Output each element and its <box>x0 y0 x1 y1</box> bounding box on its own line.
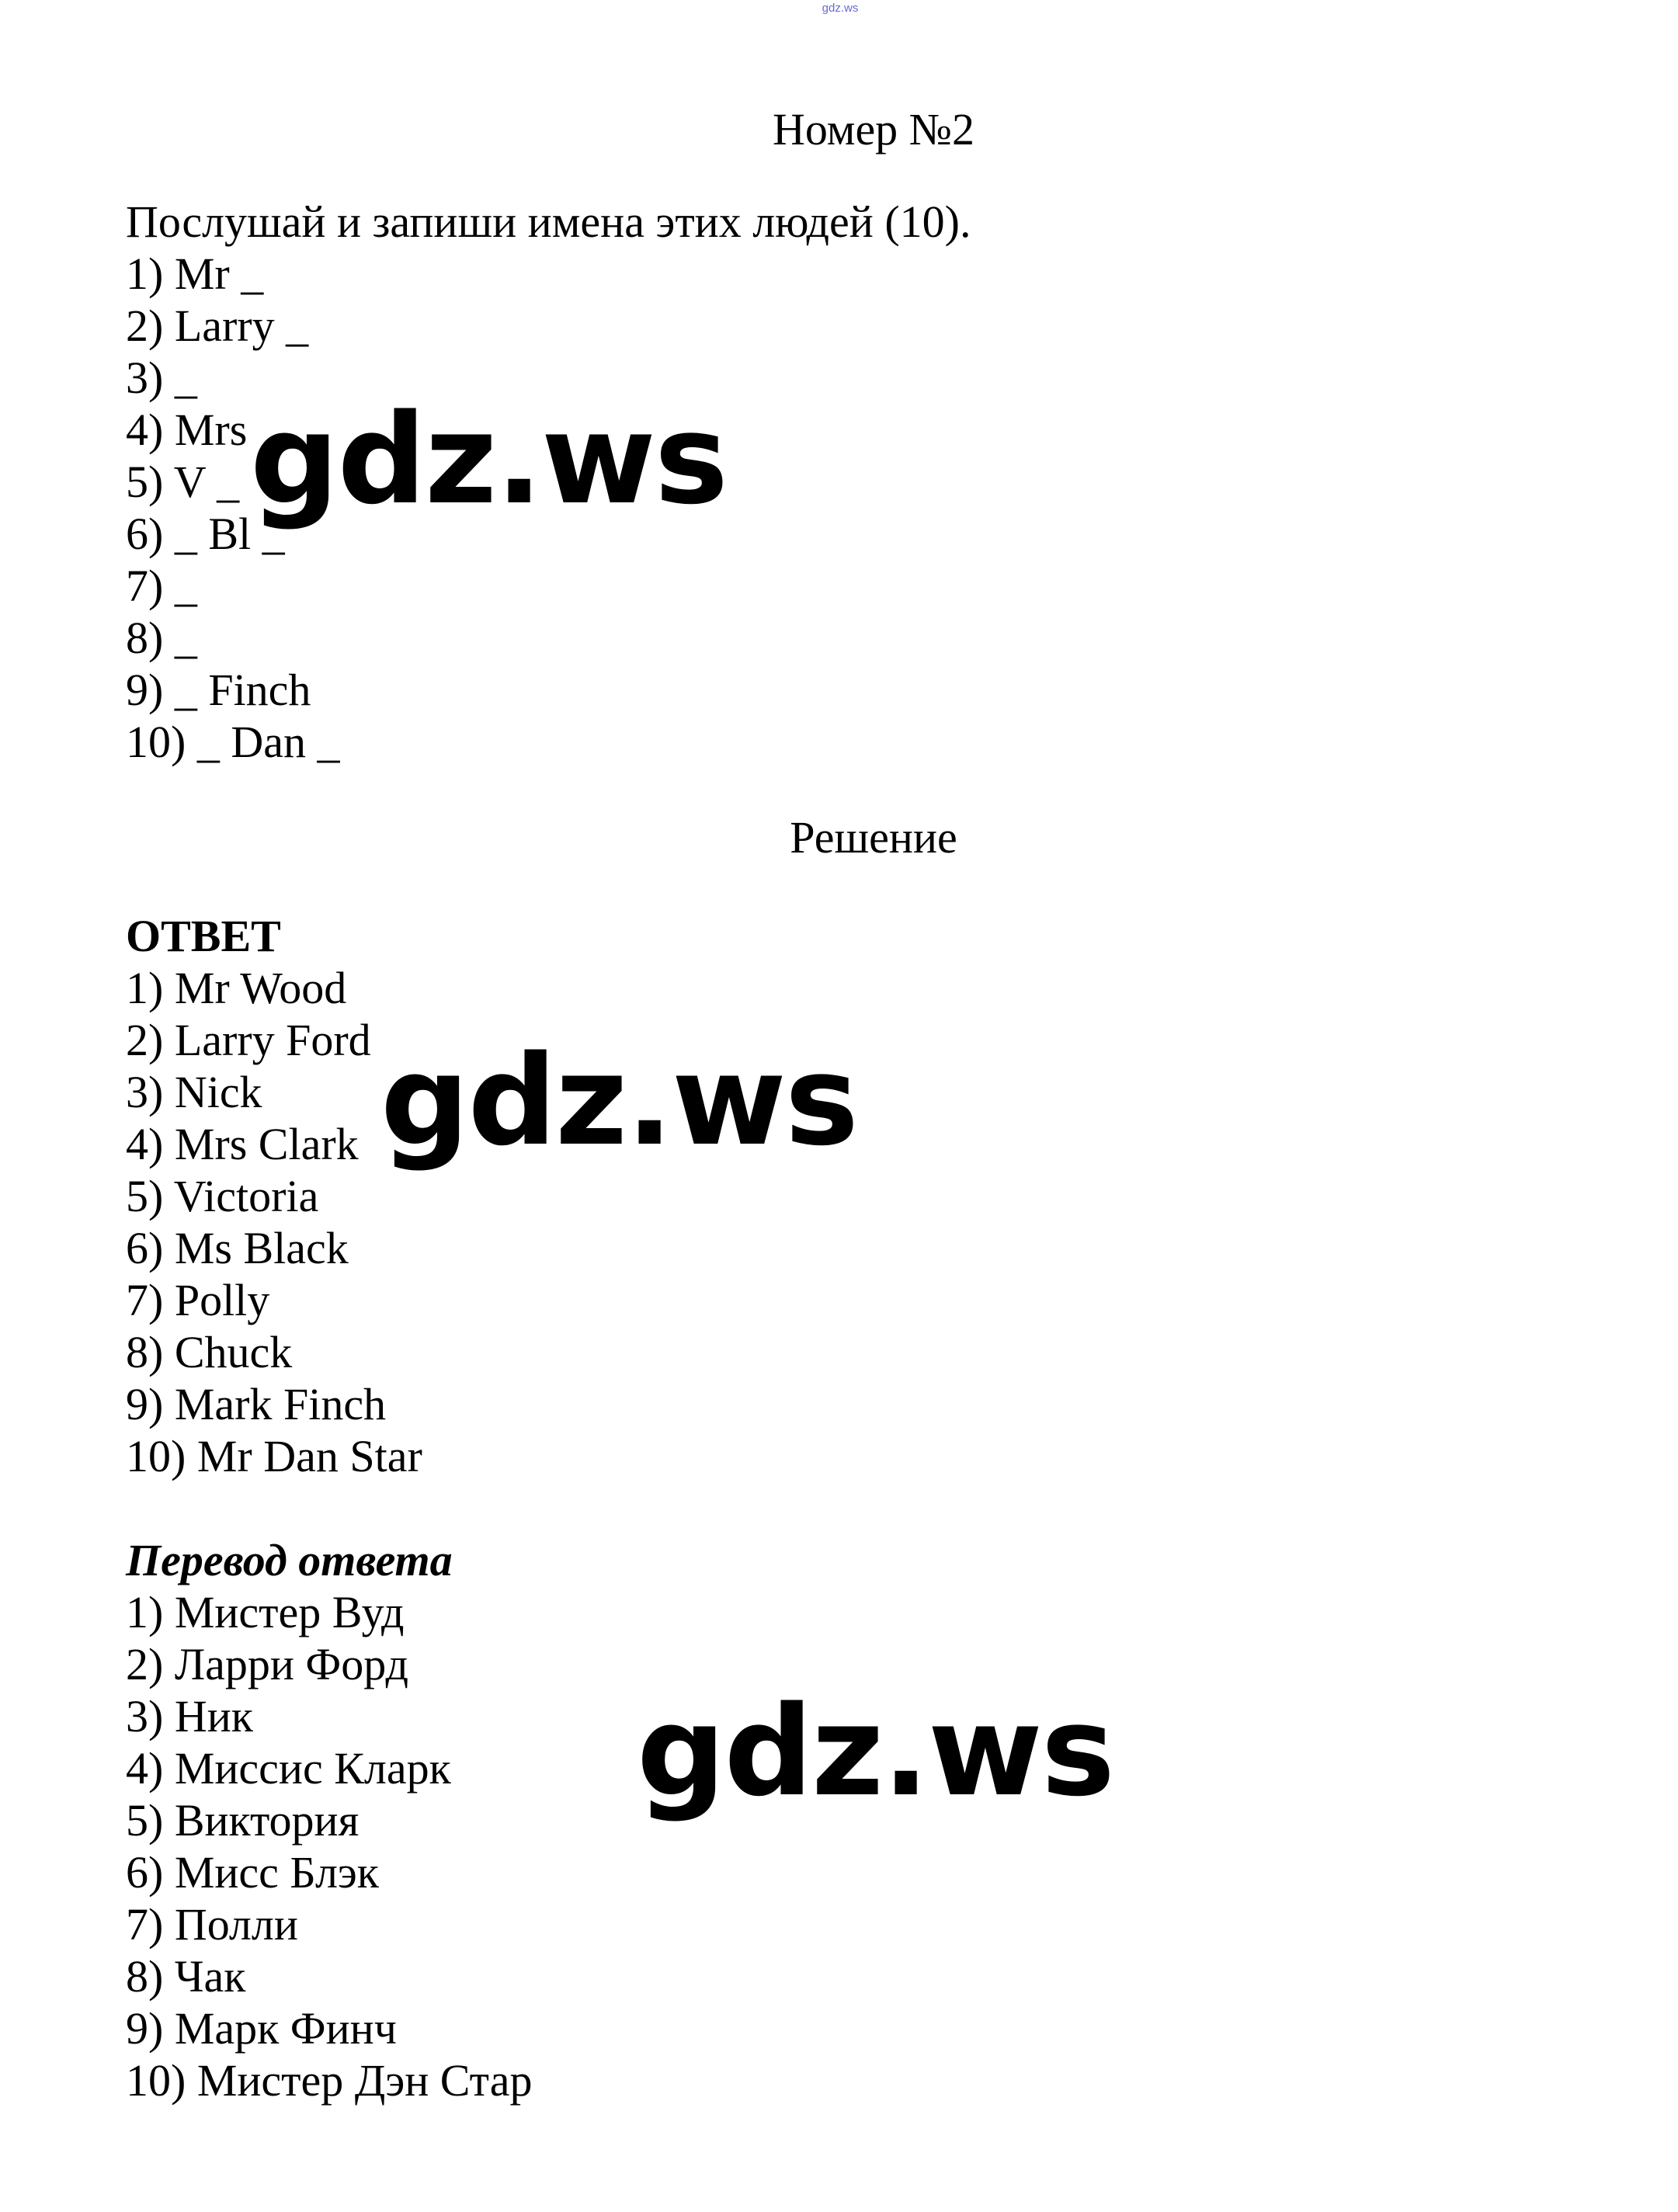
answer-item: 4) Mrs Clark <box>126 1119 359 1169</box>
translation-item: 6) Мисс Блэк <box>126 1847 379 1898</box>
task-item: 3) _ <box>126 352 197 403</box>
page-title: Номер №2 <box>772 104 975 155</box>
task-instruction: Послушай и запиши имена этих людей (10). <box>126 196 971 247</box>
translation-item: 5) Виктория <box>126 1795 360 1846</box>
answer-heading: ОТВЕТ <box>126 911 281 961</box>
translation-item: 2) Ларри Форд <box>126 1639 409 1689</box>
translation-item: 7) Полли <box>126 1899 298 1950</box>
top-watermark: gdz.ws <box>822 2 859 15</box>
answer-item: 10) Mr Dan Star <box>126 1431 422 1481</box>
answer-item: 8) Chuck <box>126 1327 293 1377</box>
task-item: 8) _ <box>126 613 197 663</box>
task-item: 5) V _ <box>126 457 240 507</box>
translation-item: 3) Ник <box>126 1691 253 1741</box>
watermark-logo: gdz.ws <box>250 387 728 532</box>
translation-item: 8) Чак <box>126 1951 246 2002</box>
answer-section <box>126 910 422 1482</box>
translation-heading: Перевод ответа <box>126 1535 453 1585</box>
watermark-logo: gdz.ws <box>380 1028 858 1173</box>
translation-section <box>126 1534 532 2106</box>
answer-item: 3) Nick <box>126 1067 262 1117</box>
task-item: 1) Mr _ <box>126 248 264 299</box>
answer-item: 6) Ms Black <box>126 1223 349 1273</box>
task-item: 7) _ <box>126 561 197 611</box>
task-item: 4) Mrs <box>126 405 248 455</box>
task-item: 9) _ Finch <box>126 665 311 715</box>
task-item: 6) _ Bl _ <box>126 509 285 559</box>
answer-item: 7) Polly <box>126 1275 270 1325</box>
translation-item: 10) Мистер Дэн Стар <box>126 2055 533 2106</box>
task-item: 2) Larry _ <box>126 300 309 351</box>
translation-item: 4) Миссис Кларк <box>126 1743 451 1794</box>
answer-item: 1) Mr Wood <box>126 963 347 1013</box>
solution-title: Решение <box>790 812 957 863</box>
answer-item: 9) Mark Finch <box>126 1379 387 1429</box>
watermark-logo: gdz.ws <box>637 1679 1114 1824</box>
task-item: 10) _ Dan _ <box>126 717 340 767</box>
translation-item: 9) Марк Финч <box>126 2003 397 2054</box>
answer-item: 2) Larry Ford <box>126 1015 371 1065</box>
answer-item: 5) Victoria <box>126 1171 319 1221</box>
translation-item: 1) Мистер Вуд <box>126 1587 405 1637</box>
